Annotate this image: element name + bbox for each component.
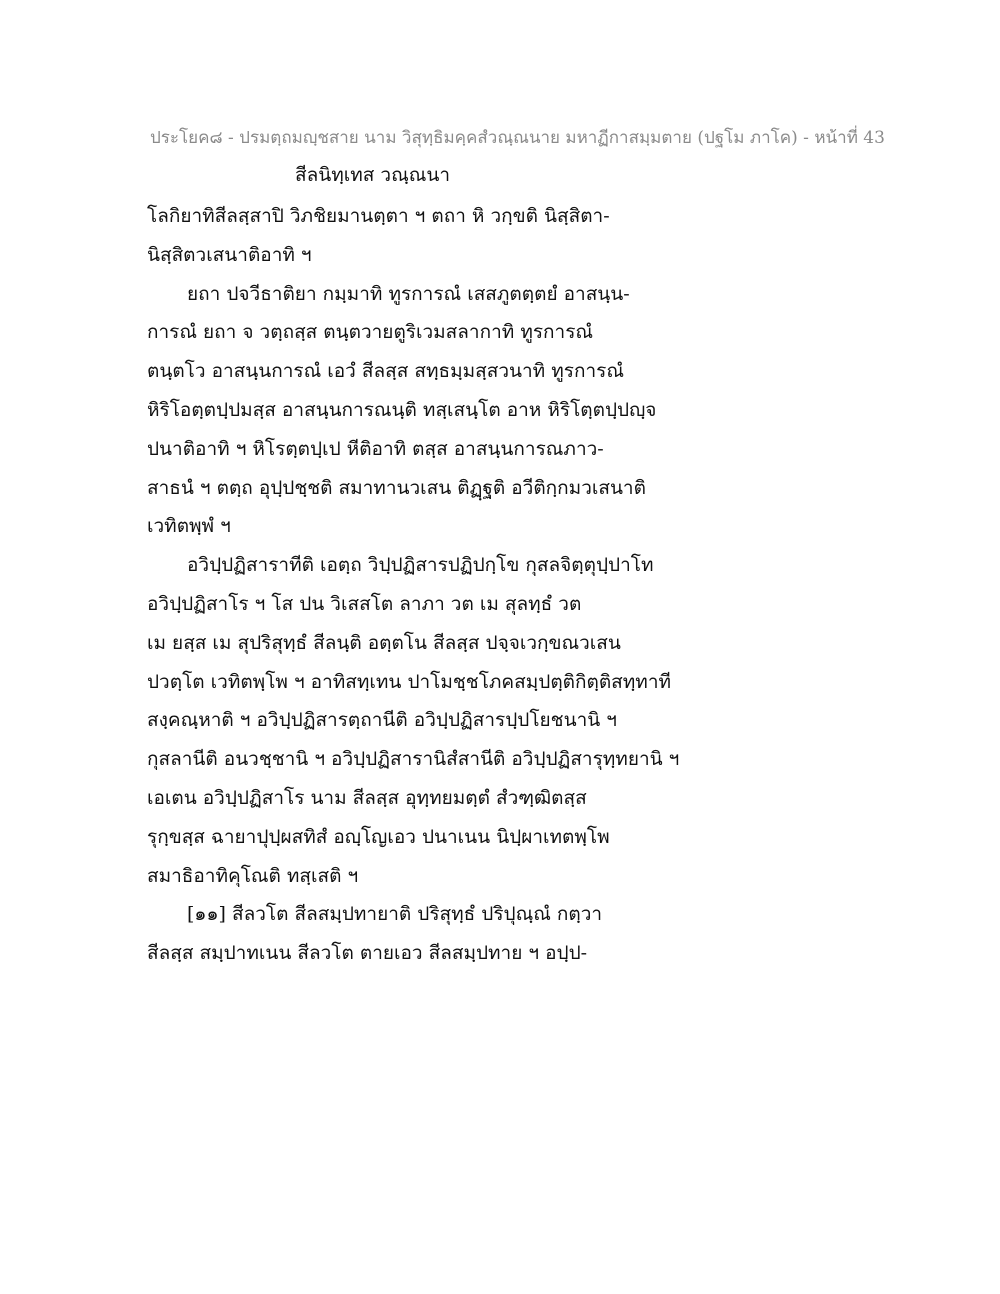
text-line: ตนฺตโว อาสนฺนการณํ เอวํ สีลสฺส สทฺธมฺมสฺสวนาทิ ทูรการณํ — [147, 360, 624, 383]
text-line: รุกฺขสฺส ฉายาปุปฺผสทิสํ อญฺโญเอว ปนาเนน นิปฺผาเทตพฺโพ — [147, 825, 610, 848]
section-title: สีลนิทฺเทส วณฺณนา — [295, 164, 450, 186]
text-line: เม ยสฺส เม สุปริสุทฺธํ สีลนฺติ อตฺตโน สีลสฺส ปจฺจเวกฺขณวเสน — [147, 631, 621, 654]
body-text — [147, 197, 867, 973]
text-line: การณํ ยถา จ วตฺถสฺส ตนฺตวายตูริเวมสลากาทิ ทูรการณํ — [147, 321, 594, 344]
text-line: สงฺคณฺหาติ ฯ อวิปฺปฏิสารตฺถานีติ อวิปฺปฏิสารปฺปโยชนานิ ฯ — [147, 709, 617, 732]
text-line: หิริโอตฺตปฺปมสฺส อาสนฺนการณนฺติ ทสฺเสนฺโต อาห หิริโตฺตปฺปญฺจ — [147, 398, 657, 421]
text-line: สีลสฺส สมฺปาทเนน สีลวโต ตายเอว สีลสมฺปทาย ฯ อปฺป- — [147, 942, 588, 965]
text-line: [๑๑] สีลวโต สีลสมฺปทายาติ ปริสุทฺธํ ปริปุณฺณํ กตฺวา — [187, 903, 603, 926]
text-line: สาธนํ ฯ ตตฺถ อุปฺปชฺชติ สมาทานวเสน ติฏฺฐติ อวีติกฺกมวเสนาติ — [147, 476, 646, 499]
text-line: กุสลานีติ อนวชฺชานิ ฯ อวิปฺปฏิสารานิสํสานีติ อวิปฺปฏิสารุทฺทยานิ ฯ — [147, 748, 680, 771]
text-line: เอเตน อวิปฺปฏิสาโร นาม สีลสฺส อุทฺทยมตฺตํ สํวฑฺฒิตสฺส — [147, 786, 587, 809]
text-line: โลกิยาทิสีลสฺสาปิ วิภชิยมานตฺตา ฯ ตถา หิ วกฺขติ นิสฺสิตา- — [147, 205, 610, 227]
text-line: อวิปฺปฏิสาโร ฯ โส ปน วิเสสโต ลาภา วต เม สุลทฺธํ วต — [147, 592, 582, 615]
text-line: สมาธิอาทิคุโณติ ทสฺเสติ ฯ — [147, 864, 359, 887]
running-header: ประโยค๘ - ปรมตฺถมญฺชสาย นาม วิสุทฺธิมคฺคสํวณฺณนาย มหาฏีกาสมฺมตาย (ปฐโม ภาโค) - หน้าที่ 43 — [150, 128, 885, 148]
text-line: ปนาติอาทิ ฯ หิโรตฺตปฺเป หีติอาทิ ตสฺส อาสนฺนการณภาว- — [147, 437, 604, 460]
text-line: อวิปฺปฏิสาราทีติ เอตฺถ วิปฺปฏิสารปฏิปกฺโข กุสลจิตฺตุปฺปาโท — [187, 554, 654, 577]
text-line: ยถา ปจวีธาติยา กมฺมาทิ ทูรการณํ เสสภูตตฺตยํ อาสนฺน- — [187, 282, 630, 305]
text-line: เวทิตพฺพํ ฯ — [147, 515, 231, 538]
text-line: นิสฺสิตวเสนาติอาทิ ฯ — [147, 243, 312, 266]
text-line: ปวตฺโต เวทิตพฺโพ ฯ อาทิสทฺเทน ปาโมชฺชโภคสมฺปตฺติกิตฺติสทฺทาที — [147, 670, 672, 693]
